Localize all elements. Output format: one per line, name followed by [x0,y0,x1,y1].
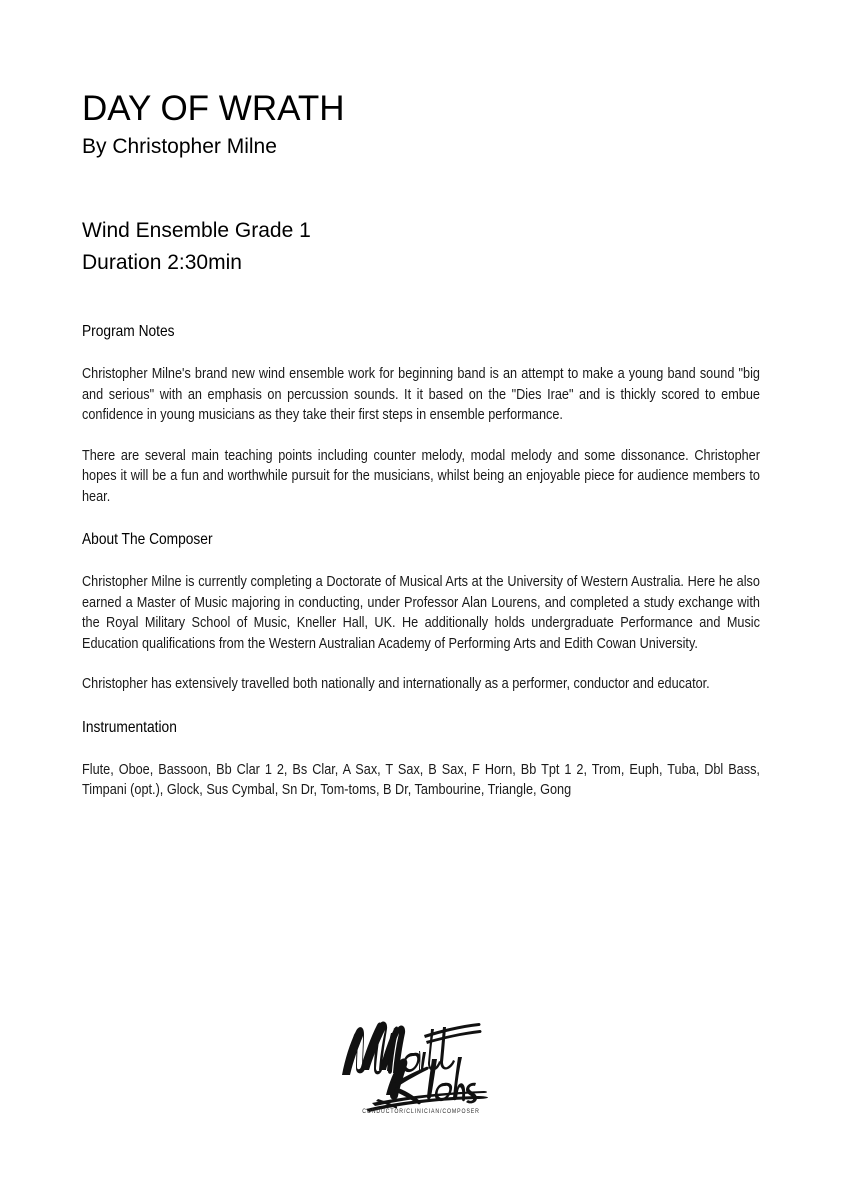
section-instrumentation [82,718,760,801]
program-notes-paragraph-1: Christopher Milne's brand new wind ensemble work for beginning band is an attempt to make a young band sound "big and serious" with an emphasis on percussion sounds. It it based on the "Dies Irae" and is thickly scored to embue confidence in young musicians as they take their first steps in ensemble performance. [82,366,760,423]
ensemble-details [82,160,760,279]
program-notes-paragraph-2: There are several main teaching points including counter melody, modal melody and some dissonance. Christopher hopes it will be a fun and worthwhile pursuit for the musicians, whilst being an enjoyable piece for audience members to hear. [82,447,760,505]
signature-tagline: CONDUCTOR/CLINICIAN/COMPOSER [362,1108,480,1116]
spacer [82,342,760,364]
section-heading-instrumentation: Instrumentation [82,718,177,736]
about-composer-heading-wrap [82,530,760,550]
instrumentation-heading-wrap [82,718,760,738]
spacer [82,738,760,760]
duration: Duration 2:30min [82,251,242,274]
matt-klohs-signature-icon [336,995,506,1115]
about-composer-paragraph-2: Christopher has extensively travelled both nationally and internationally as a performer, conductor and educator. [82,676,710,692]
spacer [82,426,760,446]
program-notes-heading-wrap [82,322,760,342]
byline: By Christopher Milne [82,135,277,158]
signature-mark [336,995,506,1130]
section-about-composer [82,530,760,695]
spacer [82,279,760,322]
page-title: DAY OF WRATH [82,89,345,128]
section-heading-program-notes: Program Notes [82,323,175,340]
section-heading-about-composer: About The Composer [82,531,213,548]
spacer [82,550,760,572]
spacer [82,654,760,674]
footer-signature [0,995,842,1130]
spacer [82,695,760,718]
document-content [82,0,760,801]
instrumentation-list: Flute, Oboe, Bassoon, Bb Clar 1 2, Bs Clar, A Sax, T Sax, B Sax, F Horn, Bb Tpt 1 2, Trom, Euph, Tuba, Dbl Bass, Timpani (opt.), Glock, Sus Cymbal, Sn Dr, Tom-toms, B Dr, Tambourine, Triangle, Gong [82,761,760,798]
about-composer-paragraph-1: Christopher Milne is currently completing a Doctorate of Musical Arts at the University of Western Australia. Here he also earned a Master of Music majoring in conducting, under Professor Alan Lourens, and completed a study exchange with the Royal Military School of Music, Kneller Hall, UK. He additionally holds undergraduate Performance and Music Education qualifications from the Western Australian Academy of Performing Arts and Edith Cowan University. [82,574,760,652]
ensemble-grade: Wind Ensemble Grade 1 [82,219,311,242]
spacer [82,507,760,530]
title-block [82,0,760,160]
section-program-notes [82,322,760,507]
